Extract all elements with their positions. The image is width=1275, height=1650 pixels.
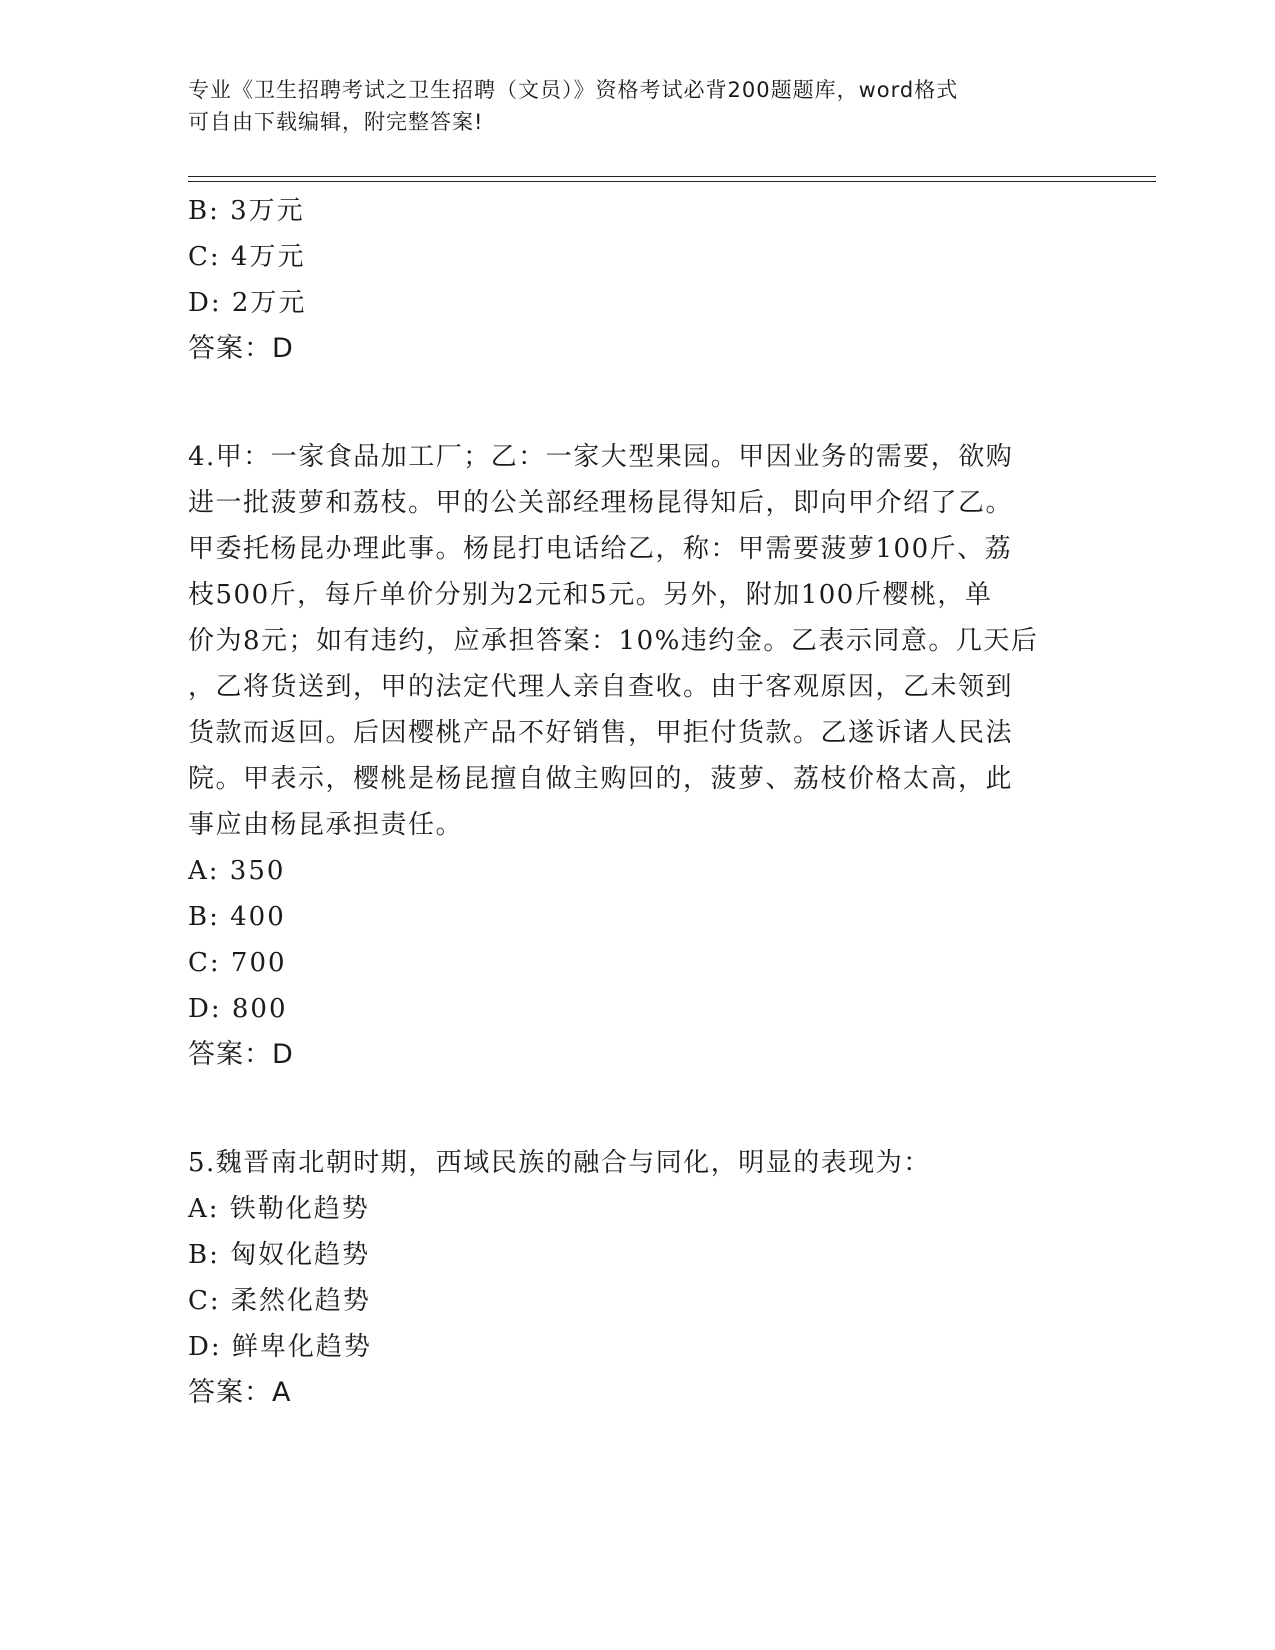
question-3-tail (188, 188, 1088, 372)
option-c: C: 柔然化趋势 (188, 1286, 371, 1316)
question-text-line: ，乙将货送到，甲的法定代理人亲自查收。由于客观原因，乙未领到 (188, 672, 1014, 702)
question-text-line: 进一批菠萝和荔枝。甲的公关部经理杨昆得知后，即向甲介绍了乙。 (188, 488, 1014, 518)
question-text-line: 院。甲表示，樱桃是杨昆擅自做主购回的，菠萝、荔枝价格太高，此 (188, 764, 1014, 794)
answer-line: 答案：A (188, 1377, 292, 1408)
question-text-line: 货款而返回。后因樱桃产品不好销售，甲拒付货款。乙遂诉诸人民法 (188, 718, 1014, 748)
question-text-line: 事应由杨昆承担责任。 (188, 810, 464, 840)
option-d: D: 2万元 (188, 288, 307, 318)
question-text-line: 枝500斤，每斤单价分别为2元和5元。另外，附加100斤樱桃，单 (188, 580, 993, 610)
option-b: B: 400 (188, 902, 286, 932)
option-a: A: 铁勒化趋势 (188, 1194, 370, 1224)
option-a: A: 350 (188, 856, 286, 886)
option-b: B: 匈奴化趋势 (188, 1240, 371, 1270)
option-c: C: 700 (188, 948, 287, 978)
question-text-line: 价为8元；如有违约，应承担答案：10%违约金。乙表示同意。几天后 (188, 626, 1039, 656)
header-line-1: 专业《卫生招聘考试之卫生招聘（文员）》资格考试必背200题题库，word格式 (188, 78, 959, 102)
option-b: B: 3万元 (188, 196, 305, 226)
question-text-line: 4.甲：一家食品加工厂；乙：一家大型果园。甲因业务的需要，欲购 (188, 442, 1014, 472)
option-d: D: 鲜卑化趋势 (188, 1332, 372, 1362)
header-divider-bottom (188, 181, 1156, 182)
header-divider-top (188, 176, 1156, 177)
document-body (188, 188, 1088, 1416)
option-d: D: 800 (188, 994, 288, 1024)
header-line-2: 可自由下载编辑，附完整答案! (188, 110, 484, 134)
document-header (188, 74, 1068, 138)
question-4 (188, 434, 1088, 1078)
answer-line: 答案：D (188, 1039, 294, 1070)
answer-line: 答案：D (188, 333, 294, 364)
question-5 (188, 1140, 1088, 1416)
question-text-line: 5.魏晋南北朝时期，西域民族的融合与同化，明显的表现为： (188, 1148, 931, 1178)
option-c: C: 4万元 (188, 242, 306, 272)
question-text-line: 甲委托杨昆办理此事。杨昆打电话给乙，称：甲需要菠萝100斤、荔 (188, 534, 1013, 564)
